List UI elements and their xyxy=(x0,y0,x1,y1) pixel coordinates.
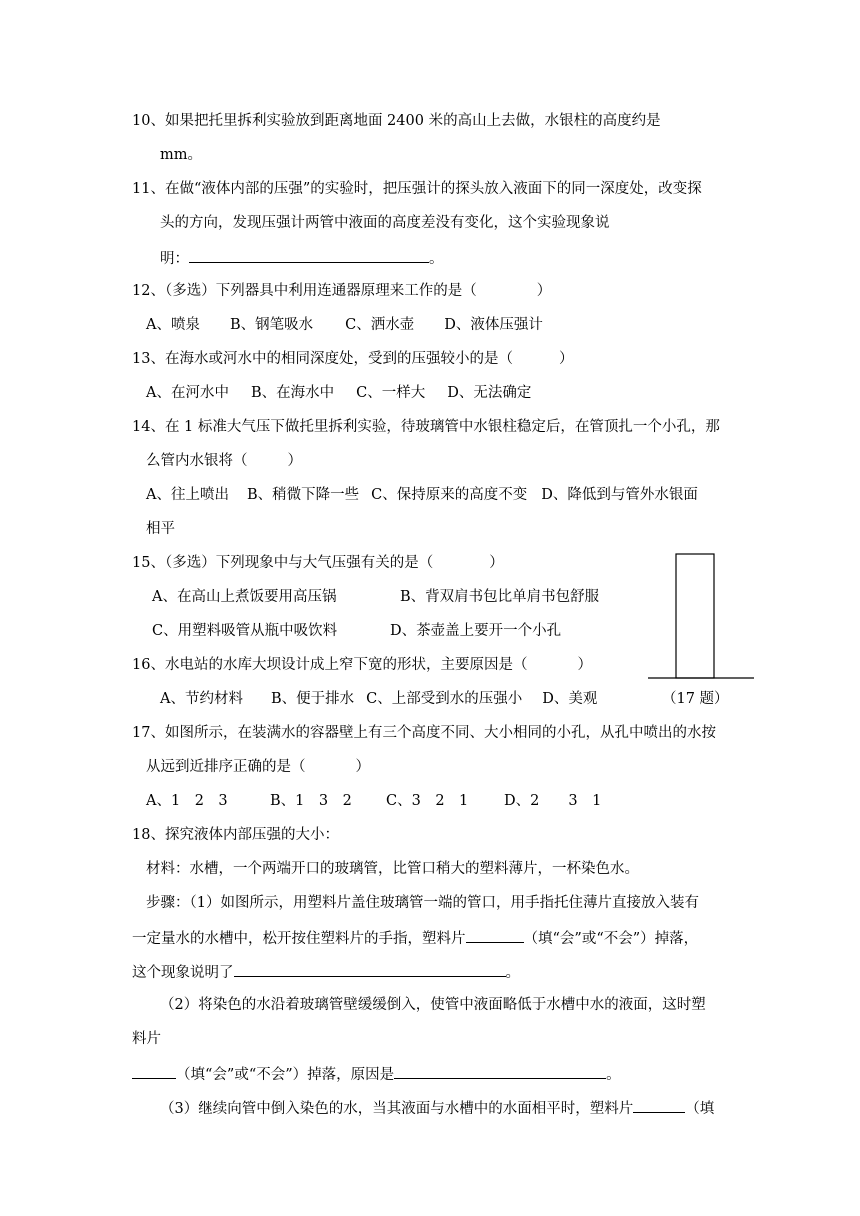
q17-options xyxy=(146,791,601,811)
q17-option-b: B、1 3 2 xyxy=(270,793,352,809)
q11-answer-blank[interactable] xyxy=(189,247,429,263)
q11-line1: 11、在做“液体内部的压强”的实验时，把压强计的探头放入液面下的同一深度处，改变探 xyxy=(132,181,702,197)
q17-option-c: C、3 2 1 xyxy=(386,793,469,809)
q15-stem: 15、（多选）下列现象中与大气压强有关的是（ xyxy=(132,555,434,571)
q18-step1-blank1[interactable] xyxy=(466,927,524,943)
q15-stem-end: ） xyxy=(489,555,504,571)
q13-options xyxy=(146,383,531,403)
q11-line2: 头的方向，发现压强计两管中液面的高度差没有变化，这个实验现象说 xyxy=(160,215,610,231)
q18-step2-blank2[interactable] xyxy=(394,1063,606,1079)
q16-stem: 16、水电站的水库大坝设计成上窄下宽的形状，主要原因是（ xyxy=(132,657,528,673)
q18-step2-line2: 料片 xyxy=(132,1031,161,1047)
q14-stem: 么管内水银将（ xyxy=(146,453,248,469)
q13-stem-end: ） xyxy=(558,351,574,367)
q17-line2 xyxy=(146,757,370,777)
q16-stem-end: ） xyxy=(577,657,592,673)
q14-option-d-cont: 相平 xyxy=(146,521,175,537)
q14-option-a: A、往上喷出 xyxy=(146,487,229,503)
q13-option-d: D、无法确定 xyxy=(447,385,532,401)
q12-option-a: A、喷泉 xyxy=(146,317,200,333)
q17-option-d: D、2 3 1 xyxy=(504,793,602,809)
q13-stem: 13、在海水或河水中的相同深度处，受到的压强较小的是（ xyxy=(132,351,513,367)
q18-step2-line1: （2）将染色的水沿着玻璃管壁缓缓倒入，使管中液面略低于水槽中水的液面，这时塑 xyxy=(160,997,706,1013)
q11-line3-suffix: 。 xyxy=(429,251,444,267)
q13-option-a: A、在河水中 xyxy=(146,385,229,401)
q16-option-c: C、上部受到水的压强小 xyxy=(366,691,523,707)
q14-option-c: C、保持原来的高度不变 xyxy=(371,487,528,503)
q14-options xyxy=(146,485,698,505)
q16-option-a: A、节约材料 xyxy=(160,691,243,707)
q17-container-figure xyxy=(640,548,760,684)
q17-option-a: A、1 2 3 xyxy=(146,793,228,809)
q18-step1-line3-suffix: 。 xyxy=(505,965,520,981)
q13-option-c: C、一样大 xyxy=(356,385,426,401)
q17-stem-end: ） xyxy=(355,759,370,775)
q13-stem-line xyxy=(132,349,573,369)
q15-options-row2 xyxy=(152,621,561,641)
q12-stem-end: ） xyxy=(536,283,552,299)
q18-step1-line3-prefix: 这个现象说明了 xyxy=(132,965,234,981)
q17-stem: 从远到近排序正确的是（ xyxy=(146,759,306,775)
q18-step2-line3-suffix: 。 xyxy=(606,1067,621,1083)
q10-line1: 10、如果把托里拆利实验放到距离地面 2400 米的高山上去做，水银柱的高度约是 xyxy=(132,113,661,129)
q15-stem-line xyxy=(132,553,504,573)
q12-options xyxy=(146,315,543,335)
q16-option-d: D、美观 xyxy=(542,691,598,707)
q18-step1-blank2[interactable] xyxy=(234,961,506,977)
q11-line3-prefix: 明： xyxy=(160,251,189,267)
q18-step1-line2-suffix: （填“会”或“不会”）掉落， xyxy=(523,931,699,947)
figure-caption: （17 题） xyxy=(662,691,729,707)
q18-materials: 材料：水槽，一个两端开口的玻璃管，比管口稍大的塑料薄片，一杯染色水。 xyxy=(146,861,639,877)
q15-option-d: D、茶壶盖上要开一个小孔 xyxy=(390,623,562,639)
q15-option-a: A、在高山上煮饭要用高压锅 xyxy=(152,589,337,605)
q10-line2: mm。 xyxy=(160,147,202,163)
q18-step1-line1: 步骤：（1）如图所示，用塑料片盖住玻璃管一端的管口，用手指托住薄片直接放入装有 xyxy=(146,895,699,911)
q18-title: 18、探究液体内部压强的大小： xyxy=(132,827,339,843)
q15-option-b: B、背双肩书包比单肩书包舒服 xyxy=(400,589,600,605)
q15-options-row1 xyxy=(152,587,599,607)
q11-line3 xyxy=(160,247,444,269)
q18-step2-blank1[interactable] xyxy=(132,1063,176,1079)
q16-stem-line xyxy=(132,655,592,675)
q14-option-b: B、稍微下降一些 xyxy=(246,487,360,503)
q16-option-b: B、便于排水 xyxy=(270,691,355,707)
q18-step3-line1-prefix: （3）继续向管中倒入染色的水，当其液面与水槽中的水面相平时，塑料片 xyxy=(160,1101,634,1117)
q12-option-c: C、洒水壶 xyxy=(345,317,415,333)
q18-step1-line2 xyxy=(132,927,698,949)
q17-line1: 17、如图所示，在装满水的容器壁上有三个高度不同、大小相同的小孔，从孔中喷出的水按 xyxy=(132,725,716,741)
q18-step1-line2-prefix: 一定量水的水槽中，松开按住塑料片的手指，塑料片 xyxy=(132,931,466,947)
q14-line2 xyxy=(146,451,302,471)
q18-step3-line1-suffix: （填 xyxy=(685,1101,715,1117)
q14-option-d: D、降低到与管外水银面 xyxy=(541,487,698,503)
q12-option-b: B、钢笔吸水 xyxy=(229,317,314,333)
q13-option-b: B、在海水中 xyxy=(250,385,335,401)
q18-step2-line3-middle: （填“会”或“不会”）掉落，原因是 xyxy=(176,1067,395,1083)
q18-step3-blank1[interactable] xyxy=(633,1097,685,1113)
q12-stem-line xyxy=(132,281,551,301)
q14-line1: 14、在 1 标准大气压下做托里拆利实验，待玻璃管中水银柱稳定后，在管顶扎一个小孔，那 xyxy=(132,419,720,435)
q16-options xyxy=(160,689,597,709)
q18-step1-line3 xyxy=(132,961,520,983)
q18-step2-line3 xyxy=(132,1063,621,1085)
q14-stem-end: ） xyxy=(287,453,302,469)
q12-stem: 12、（多选）下列器具中利用连通器原理来工作的是（ xyxy=(132,283,477,299)
q15-option-c: C、用塑料吸管从瓶中吸饮料 xyxy=(152,623,338,639)
q18-step3-line1 xyxy=(160,1097,714,1119)
q12-option-d: D、液体压强计 xyxy=(444,317,543,333)
container-outline xyxy=(676,554,714,678)
